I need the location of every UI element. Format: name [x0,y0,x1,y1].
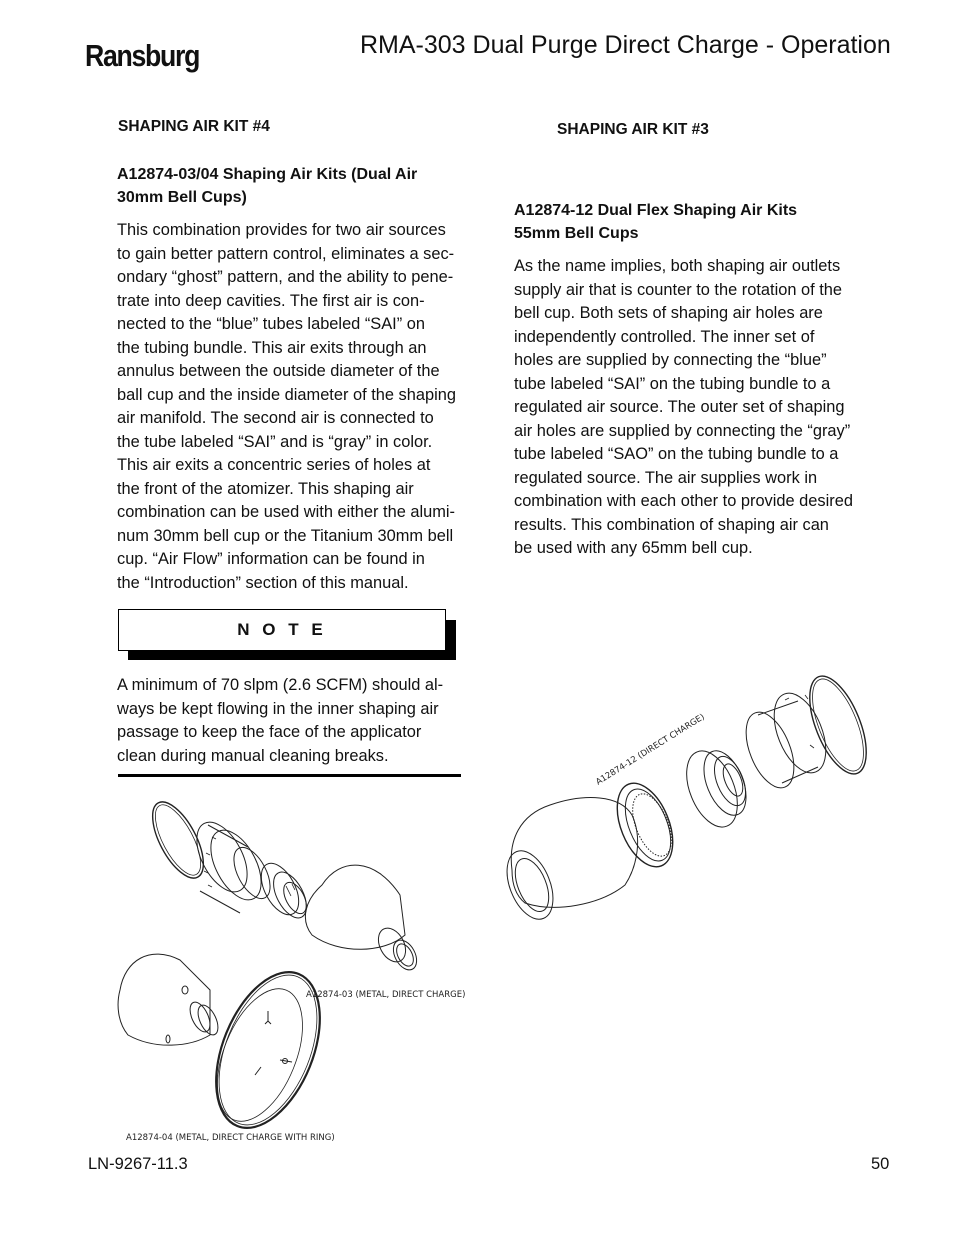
document-title: RMA-303 Dual Purge Direct Charge - Operation [360,31,891,59]
kit3-body-line: tube labeled “SAI” on the tubing bundle to a [514,374,831,393]
caption-a12874-04-text: A12874-04 (METAL, DIRECT CHARGE WITH RING) [126,1133,335,1143]
note-body-line: ways be kept flowing in the inner shaping air [117,699,439,718]
kit4-body-line: num 30mm bell cup or the Titanium 30mm bell [117,526,454,545]
note-body-line: A minimum of 70 slpm (2.6 SCFM) should al- [117,676,444,694]
kit3-body [514,255,853,561]
kit3-body-line: supply air that is counter to the rotation of the [514,280,843,299]
note-label: N O T E [237,620,327,639]
kit4-subheading [117,163,417,209]
kit4-body-line: the tube labeled “SAI” and is “gray” in color. [117,432,433,451]
note-box [118,609,446,651]
kit4-body-line: This air exits a concentric series of holes at [117,456,431,474]
kit4-subheading-line: A12874-03/04 Shaping Air Kits (Dual Air [117,166,418,183]
kit4-body-line: This combination provides for two air sources [117,221,446,239]
kit3-subheading-line: A12874-12 Dual Flex Shaping Air Kits [514,202,798,219]
kit4-body-line: combination can be used with either the alumi- [117,503,456,521]
kit4-body-line: air manifold. The second air is connected to [117,409,434,427]
kit4-body-line: ondary “ghost” pattern, and the ability to pene- [117,268,454,286]
kit4-body [117,219,456,595]
kit4-body-line: the front of the atomizer. This shaping air [117,479,414,498]
kit3-body-line: combination with each other to provide desired [514,492,853,510]
kit3-body-line: bell cup. Both sets of shaping air holes are [514,304,823,322]
kit3-subheading [514,199,797,245]
kit4-body-line: trate into deep cavities. The first air is con- [117,291,425,310]
kit4-body-line: nected to the “blue” tubes labeled “SAI” on [117,315,425,333]
kit3-body-line: independently controlled. The inner set of [514,327,815,346]
note-bottom-rule [118,774,461,777]
caption-a12874-03-text: A12874-03 (METAL, DIRECT CHARGE) [306,990,466,1000]
kit4-body-line: the “Introduction” section of this manual. [117,573,409,592]
exploded-view-a12874-03-04 [100,785,500,1155]
document-number: LN-9267-11.3 [88,1155,188,1173]
kit3-body-line: be used with any 65mm bell cup. [514,539,753,557]
caption-a12874-04 [120,1128,360,1148]
kit4-subheading-line: 30mm Bell Cups) [117,189,247,206]
kit3-body-line: As the name implies, both shaping air outlets [514,257,841,275]
exploded-view-a12874-12 [500,665,880,935]
kit3-body-line: regulated air source. The outer set of shaping [514,398,845,416]
kit4-body-line: cup. “Air Flow” information can be found in [117,550,425,568]
caption-a12874-03 [300,985,480,1005]
note-body-line: passage to keep the face of the applicator [117,723,422,741]
caption-a12874-12: A12874-12 (DIRECT CHARGE) [594,712,707,788]
kit3-heading: SHAPING AIR KIT #3 [557,121,709,138]
kit4-body-line: the tubing bundle. This air exits through an [117,338,427,357]
note-body [117,674,443,768]
page-number: 50 [871,1155,890,1173]
kit4-body-line: annulus between the outside diameter of the [117,362,440,380]
kit3-body-line: results. This combination of shaping air can [514,515,829,534]
kit3-body-line: regulated source. The air supplies work in [514,468,818,487]
kit3-body-line: tube labeled “SAO” on the tubing bundle to a [514,445,839,463]
ransburg-logo: Ransburg [85,38,200,73]
kit3-body-line: air holes are supplied by connecting the “gray” [514,421,851,440]
kit4-body-line: to gain better pattern control, eliminates a sec- [117,244,455,263]
kit3-body-line: holes are supplied by connecting the “blue” [514,351,827,369]
note-body-line: clean during manual cleaning breaks. [117,746,389,765]
kit4-body-line: ball cup and the inside diameter of the shaping [117,385,456,404]
kit4-heading: SHAPING AIR KIT #4 [118,118,270,135]
kit3-subheading-line: 55mm Bell Cups [514,225,639,242]
